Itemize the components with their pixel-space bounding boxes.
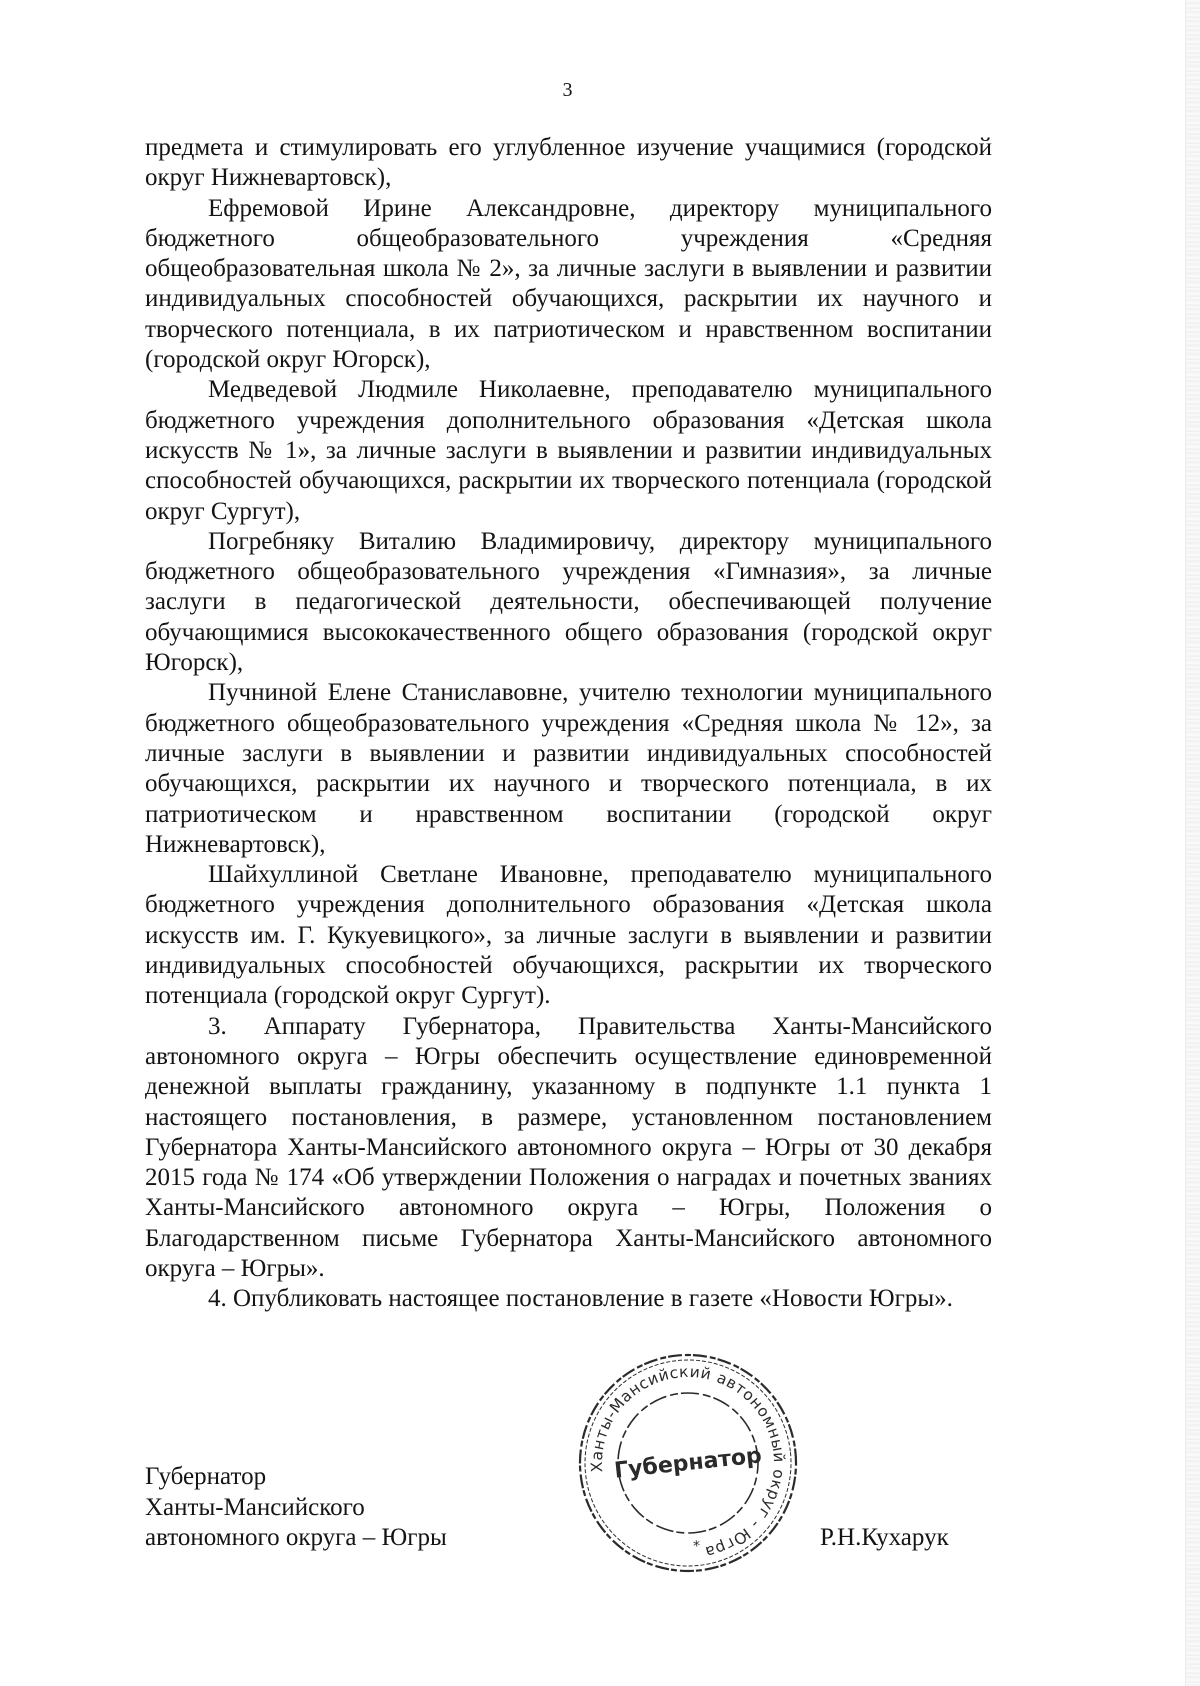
seal-graphic	[568, 1343, 808, 1583]
signature-title-line: Ханты-Мансийского	[145, 1493, 365, 1521]
seal-star-icon: *	[692, 1538, 702, 1555]
paragraph: Шайхуллиной Светлане Ивановне, преподавателю муниципального бюджетного учреждения дополнительного образования «Детская школа искусств им. Г. Кукуевицкого», за личные заслуги в выявлении и развитии индивидуальных способностей обучающихся, раскрытии их творческого потенциала (городской округ Сургут).	[145, 861, 992, 1010]
paragraph: предмета и стимулировать его углубленное изучение учащимися (городской округ Нижневартовск),	[145, 134, 992, 192]
paragraph: Пучниной Елене Станиславовне, учителю технологии муниципального бюджетного общеобразовательного учреждения «Средняя школа № 12», за личные заслуги в выявлении и развитии индивидуальных способностей обучающихся, раскрытии их научного и творческого потенциала, в их патриотическом и нравственном воспитании (городской округ Нижневартовск),	[145, 679, 992, 858]
page-number: 3	[562, 79, 573, 101]
paragraph: Ефремовой Ирине Александровне, директору муниципального бюджетного общеобразовательного учреждения «Средняя общеобразовательная школа № 2», за личные заслуги в выявлении и развитии индивидуальных способностей обучающихся, раскрытии их научного и творческого потенциала, в их патриотическом и нравственном воспитании (городской округ Югорск),	[145, 194, 992, 374]
official-seal	[568, 1343, 808, 1583]
scan-edge	[1185, 0, 1200, 1686]
paragraph: 3. Аппарату Губернатора, Правительства Ханты-Мансийского автономного округа – Югры обеспечить осуществление единовременной денежной выплаты гражданину, указанному в подпункте 1.1 пункта 1 настоящего постановления, в размере, установленном постановлением Губернатора Ханты-Мансийского автономного округа – Югры от 30 декабря 2015 года № 174 «Об утверждении Положения о наградах и почетных званиях Ханты-Мансийского автономного округа – Югры, Положения о Благодарственном письме Губернатора Ханты-Мансийского автономного округа – Югры».	[145, 1012, 992, 1282]
signature-title-line: Губернатор	[145, 1463, 267, 1490]
paragraph: 4. Опубликовать настоящее постановление в газете «Новости Югры».	[208, 1285, 953, 1313]
signer-name: Р.Н.Кухарук	[820, 1524, 949, 1551]
paragraph: Погребняку Виталию Владимировичу, директору муниципального бюджетного общеобразовательного учреждения «Гимназия», за личные заслуги в педагогической деятельности, обеспечивающей получение обучающимися высококачественного общего образования (городской округ Югорск),	[145, 527, 992, 677]
paragraph: Медведевой Людмиле Николаевне, преподавателю муниципального бюджетного учреждения дополнительного образования «Детская школа искусств № 1», за личные заслуги в выявлении и развитии индивидуальных способностей обучающихся, раскрытии их творческого потенциала (городской округ Сургут),	[145, 376, 992, 525]
seal-ring-text: Ханты-Мансийский автономный округ - Югра	[587, 1362, 789, 1562]
signature-title	[145, 1462, 447, 1554]
document-body	[145, 133, 992, 1315]
signature-title-line: автономного округа – Югры	[145, 1524, 447, 1551]
seal-center-text: Губернатор	[613, 1443, 763, 1484]
